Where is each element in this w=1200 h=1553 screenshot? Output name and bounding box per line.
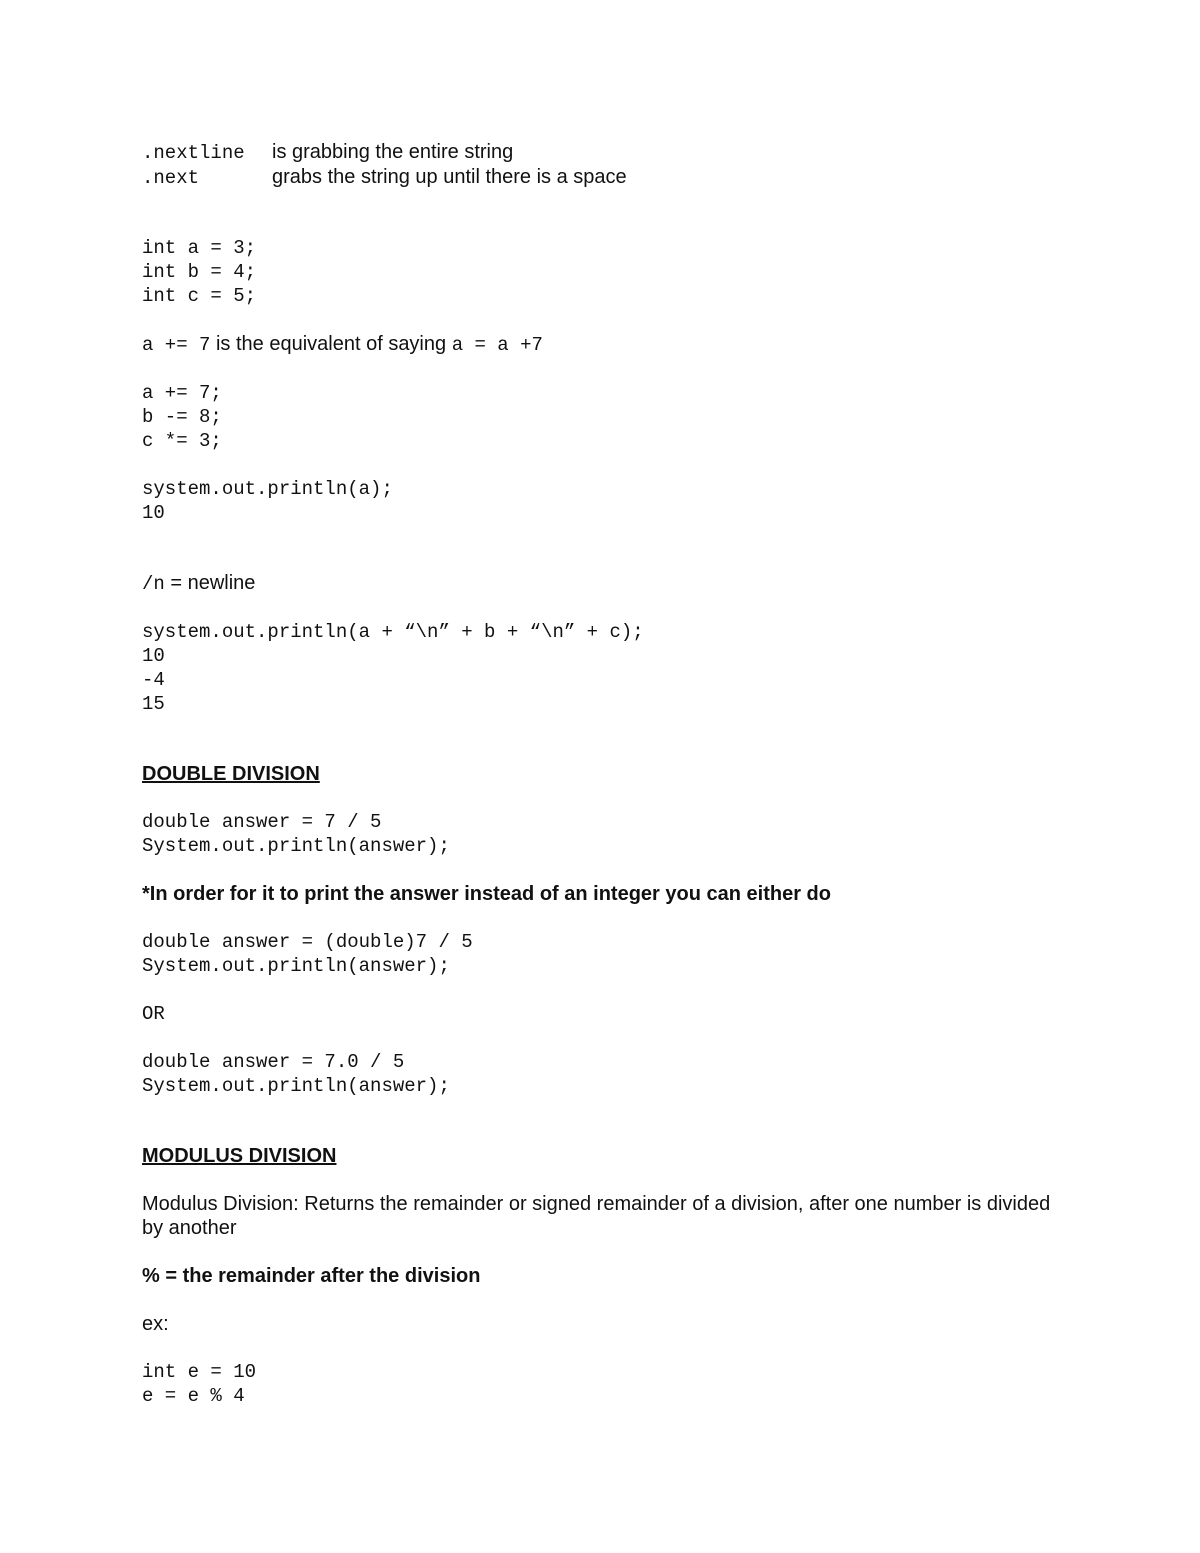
modulus-definition: Modulus Division: Returns the remainder or signed remainder of a division, after one number is divided by another bbox=[142, 1193, 1051, 1239]
code-line: double answer = 7.0 / 5 bbox=[142, 1051, 405, 1073]
example-label: ex: bbox=[142, 1313, 169, 1335]
compound-ops bbox=[142, 381, 1062, 453]
newline-code: /n bbox=[142, 573, 165, 595]
newline-text: = newline bbox=[164, 572, 256, 594]
code-line: double answer = 7 / 5 bbox=[142, 811, 382, 833]
print-a-output: 10 bbox=[142, 502, 165, 524]
modulus-rule: % = the remainder after the division bbox=[142, 1265, 481, 1287]
double-division-heading: DOUBLE DIVISION bbox=[142, 763, 320, 785]
scanner-notes bbox=[142, 140, 1062, 190]
decl-line: int c = 5; bbox=[142, 285, 257, 307]
modulus-division-section bbox=[142, 1144, 1062, 1408]
code-line: System.out.println(answer); bbox=[142, 955, 450, 977]
double-division-section bbox=[142, 762, 1062, 1098]
print-all-output: 15 bbox=[142, 693, 165, 715]
next-desc: grabs the string up until there is a space bbox=[272, 166, 627, 188]
decl-line: int b = 4; bbox=[142, 261, 257, 283]
print-a-code: system.out.println(a); bbox=[142, 478, 393, 500]
print-all-output: -4 bbox=[142, 669, 165, 691]
code-line: e = e % 4 bbox=[142, 1385, 245, 1407]
modulus-division-heading: MODULUS DIVISION bbox=[142, 1145, 337, 1167]
next-note bbox=[142, 165, 1062, 190]
next-method: .next bbox=[142, 167, 200, 189]
newline-note bbox=[142, 571, 1062, 596]
code-line: double answer = (double)7 / 5 bbox=[142, 931, 473, 953]
compound-note bbox=[142, 332, 1062, 357]
compound-middle: is the equivalent of saying bbox=[210, 333, 452, 355]
double-division-note: *In order for it to print the answer instead of an integer you can either do bbox=[142, 883, 831, 905]
print-all-output: 10 bbox=[142, 645, 165, 667]
decl-line: int a = 3; bbox=[142, 237, 257, 259]
code-line: System.out.println(answer); bbox=[142, 835, 450, 857]
declarations bbox=[142, 236, 1062, 308]
document-page bbox=[142, 140, 1062, 1408]
compound-right: a = a +7 bbox=[451, 334, 543, 356]
op-line: a += 7; bbox=[142, 382, 222, 404]
op-line: b -= 8; bbox=[142, 406, 222, 428]
code-line: System.out.println(answer); bbox=[142, 1075, 450, 1097]
print-all-code: system.out.println(a + “\n” + b + “\n” + c); bbox=[142, 621, 644, 643]
op-line: c *= 3; bbox=[142, 430, 222, 452]
nextline-desc: is grabbing the entire string bbox=[272, 141, 514, 163]
nextline-note bbox=[142, 140, 1062, 165]
or-label: OR bbox=[142, 1003, 165, 1025]
nextline-method: .nextline bbox=[142, 142, 245, 164]
compound-left: a += 7 bbox=[142, 334, 211, 356]
code-line: int e = 10 bbox=[142, 1361, 257, 1383]
